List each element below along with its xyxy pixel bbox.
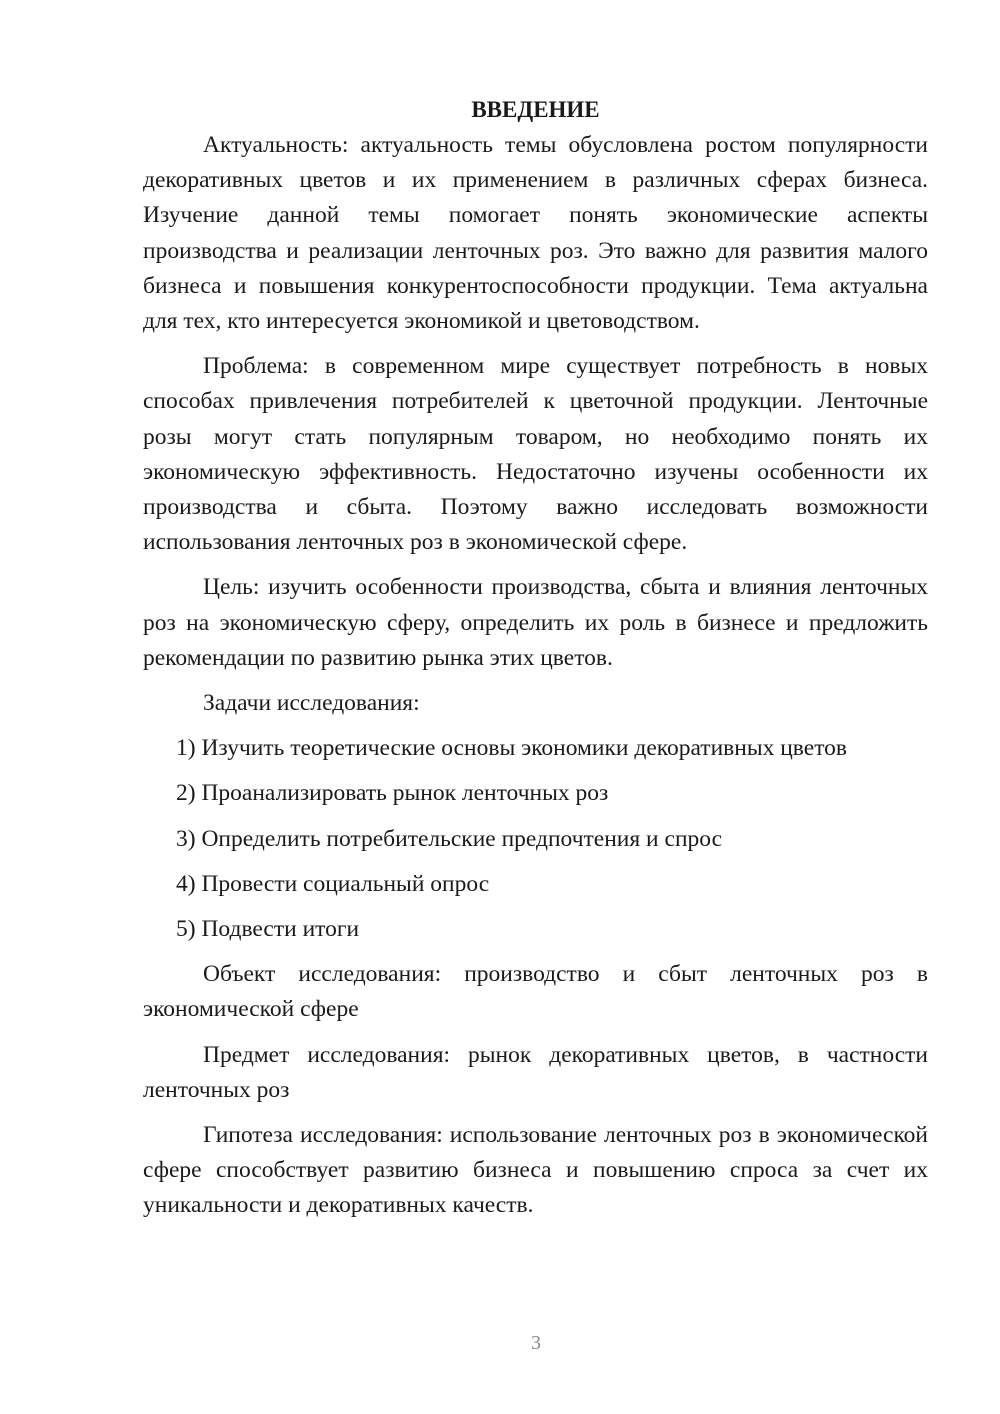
list-item: 4) Провести социальный опрос xyxy=(176,870,490,897)
paragraph-hypothesis: Гипотеза исследования: использование ленточных роз в экономической сфере способствует развитию бизнеса и повышению спроса за счет их уникальности и декоративных качеств. xyxy=(143,1122,928,1219)
paragraph-subject: Предмет исследования: рынок декоративных цветов, в частности ленточных роз xyxy=(143,1041,928,1103)
document-page xyxy=(143,92,928,1224)
list-item: 5) Подвести итоги xyxy=(176,916,360,943)
list-item: 1) Изучить теоретические основы экономики декоративных цветов xyxy=(176,735,848,762)
page-number: 3 xyxy=(531,1332,541,1354)
page-title: ВВЕДЕНИЕ xyxy=(471,97,600,122)
tasks-heading: Задачи исследования: xyxy=(203,690,420,717)
paragraph-goal: Цель: изучить особенности производства, сбыта и влияния ленточных роз на экономическую сферу, определить их роль в бизнесе и предложить рекомендации по развитию рынка этих цветов. xyxy=(143,574,928,671)
paragraph-object: Объект исследования: производство и сбыт ленточных роз в экономической сфере xyxy=(143,961,928,1023)
list-item: 3) Определить потребительские предпочтения и спрос xyxy=(176,825,723,852)
paragraph-relevance: Актуальность: актуальность темы обусловлена ростом популярности декоративных цветов и их применением в различных сферах бизнеса. Изучение данной темы помогает понять экономические аспекты производства и реализации ленточных роз. Это важно для развития малого бизнеса и повышения конкурентоспособности продукции. Тема актуальна для тех, кто интересуется экономикой и цветоводством. xyxy=(143,132,928,335)
tasks-list xyxy=(143,731,928,947)
paragraph-problem: Проблема: в современном мире существует потребность в новых способах привлечения потребителей к цветочной продукции. Ленточные розы могут стать популярным товаром, но необходимо понять их экономическую эффективность. Недостаточно изучены особенности их производства и сбыта. Поэтому важно исследовать возможности использования ленточных роз в экономической сфере. xyxy=(143,353,928,556)
list-item: 2) Проанализировать рынок ленточных роз xyxy=(176,780,609,807)
